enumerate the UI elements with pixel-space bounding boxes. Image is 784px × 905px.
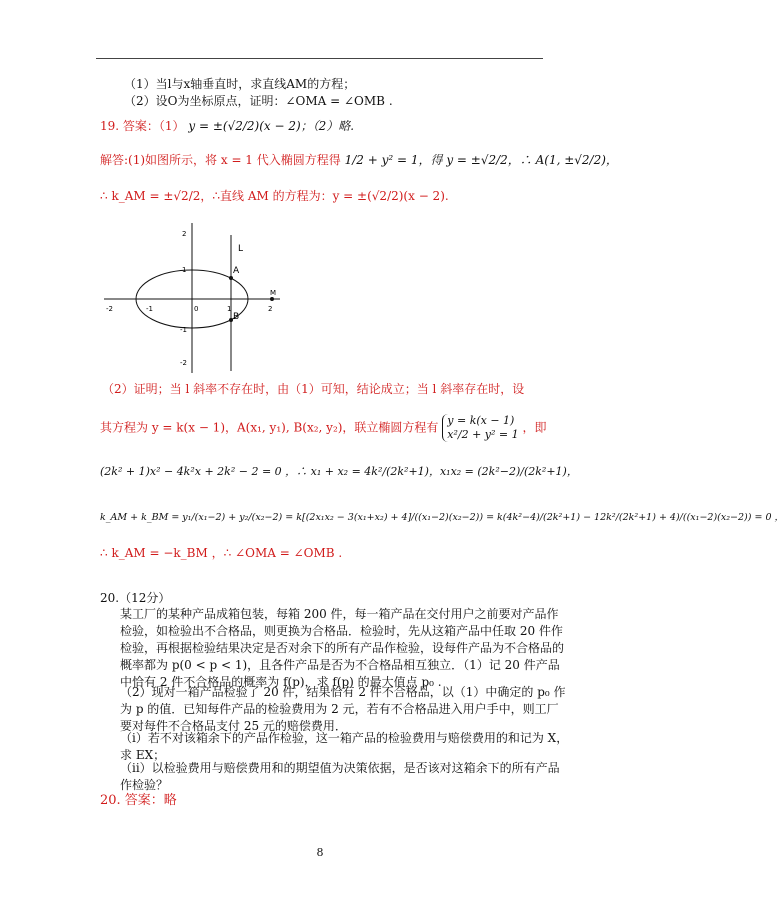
q19-sol1-b: 1/2 + y² = 1，得 y = ±√2/2，∴ A(1, ±√2/2)， [344, 153, 618, 167]
point-M [270, 297, 274, 301]
q20-paragraph3: （i）若不对该箱余下的产品作检验，这一箱产品的检验费用与赔偿费用的和记为 X，求 EX； [120, 731, 569, 762]
q19-equation-system [442, 414, 518, 442]
system-eq1: y = k(x − 1) [447, 414, 515, 427]
label-L: L [238, 244, 244, 254]
q19-answer-eq: y = ±(√2/2)(x − 2)；（2）略. [188, 119, 355, 133]
x-tick: 2 [268, 305, 273, 313]
q19-answer-label: 19. 答案：（1） [100, 119, 185, 133]
q19-proof-line2 [100, 414, 546, 442]
y-tick: -2 [180, 359, 187, 367]
q19-proof-line1: （2）证明；当 l 斜率不存在时，由（1）可知，结论成立；当 l 斜率存在时，设 [102, 382, 525, 396]
label-A: A [233, 266, 240, 276]
x-tick: -1 [146, 305, 153, 313]
q19-proof2-a: 其方程为 y = k(x − 1)，A(x₁, y₁), B(x₂, y₂)，联立椭圆方程有 [100, 420, 439, 435]
label-B: B [233, 312, 240, 322]
q20-paragraph1: 某工厂的某种产品成箱包装，每箱 200 件，每一箱产品在交付用户之前要对产品作检验，如检验出不合格品，则更换为合格品．检验时，先从这箱产品中任取 20 件作检验，再根据检验结果决定是否对余下的所有产品作检验，设每件产品为不合格品的概率都为 p(0 < p < 1)，且各件产品是否为不合格品相互独立．（1）记 20 件产品中恰有 2 件不合格品的概率为 f(p)，求 f(p) 的最大值点 p₀ . [120, 607, 565, 689]
x-tick: 1 [227, 305, 232, 313]
q19-conclusion: ∴ k_AM = −k_BM ，∴ ∠OMA = ∠OMB . [100, 546, 343, 560]
q18-part1: （1）当l与x轴垂直时，求直线AM的方程； [124, 77, 356, 91]
x-tick: 0 [194, 305, 199, 313]
header-rule [96, 58, 543, 59]
q19-eq2: k_AM + k_BM = y₁/(x₁−2) + y₂/(x₂−2) = k[(2x₁x₂ − 3(x₁+x₂) + 4]/((x₁−2)(x₂−2)) = k(4k²−4)/(2k²+1) − 12k²/(2k²+1) + 4)/((x₁−2)(x₂−2)) = 0 ， [100, 512, 784, 523]
q19-sol2: ∴ k_AM = ±√2/2，∴直线 AM 的方程为：y = ±(√2/2)(x − 2). [100, 189, 449, 203]
q19-sol1-a: 解答:(1)如图所示，将 x = 1 代入椭圆方程得 [100, 153, 341, 167]
q19-solution-line1 [100, 152, 618, 168]
y-tick: 1 [182, 266, 187, 274]
q20-paragraph4: （ii）以检验费用与赔偿费用和的期望值为决策依据，是否该对这箱余下的所有产品作检验？ [120, 761, 560, 792]
system-eq2: x²/2 + y² = 1 [447, 428, 519, 441]
q20-answer: 20. 答案：略 [100, 793, 177, 808]
x-tick: -2 [106, 305, 113, 313]
label-M: M [270, 289, 277, 297]
page-number: 8 [316, 846, 324, 859]
q20-heading: 20.（12分） [100, 591, 171, 605]
point-A [229, 276, 233, 280]
ellipse-graph [100, 215, 290, 375]
q20-paragraph2: （2）现对一箱产品检验了 20 件，结果恰有 2 件不合格品，以（1）中确定的 p₀ 作为 p 的值．已知每件产品的检验费用为 2 元，若有不合格品进入用户手中，则工厂要对每件不合格品支付 25 元的赔偿费用． [120, 685, 566, 733]
y-tick: 2 [182, 230, 187, 238]
q18-part2: （2）设O为坐标原点，证明：∠OMA = ∠OMB . [124, 94, 393, 108]
q19-eq1: (2k² + 1)x² − 4k²x + 2k² − 2 = 0 ，∴ x₁ + x₂ = 4k²/(2k²+1)，x₁x₂ = (2k²−2)/(2k²+1)， [100, 465, 578, 478]
y-tick: -1 [180, 326, 187, 334]
q19-proof2-b: ，即 [522, 420, 547, 435]
